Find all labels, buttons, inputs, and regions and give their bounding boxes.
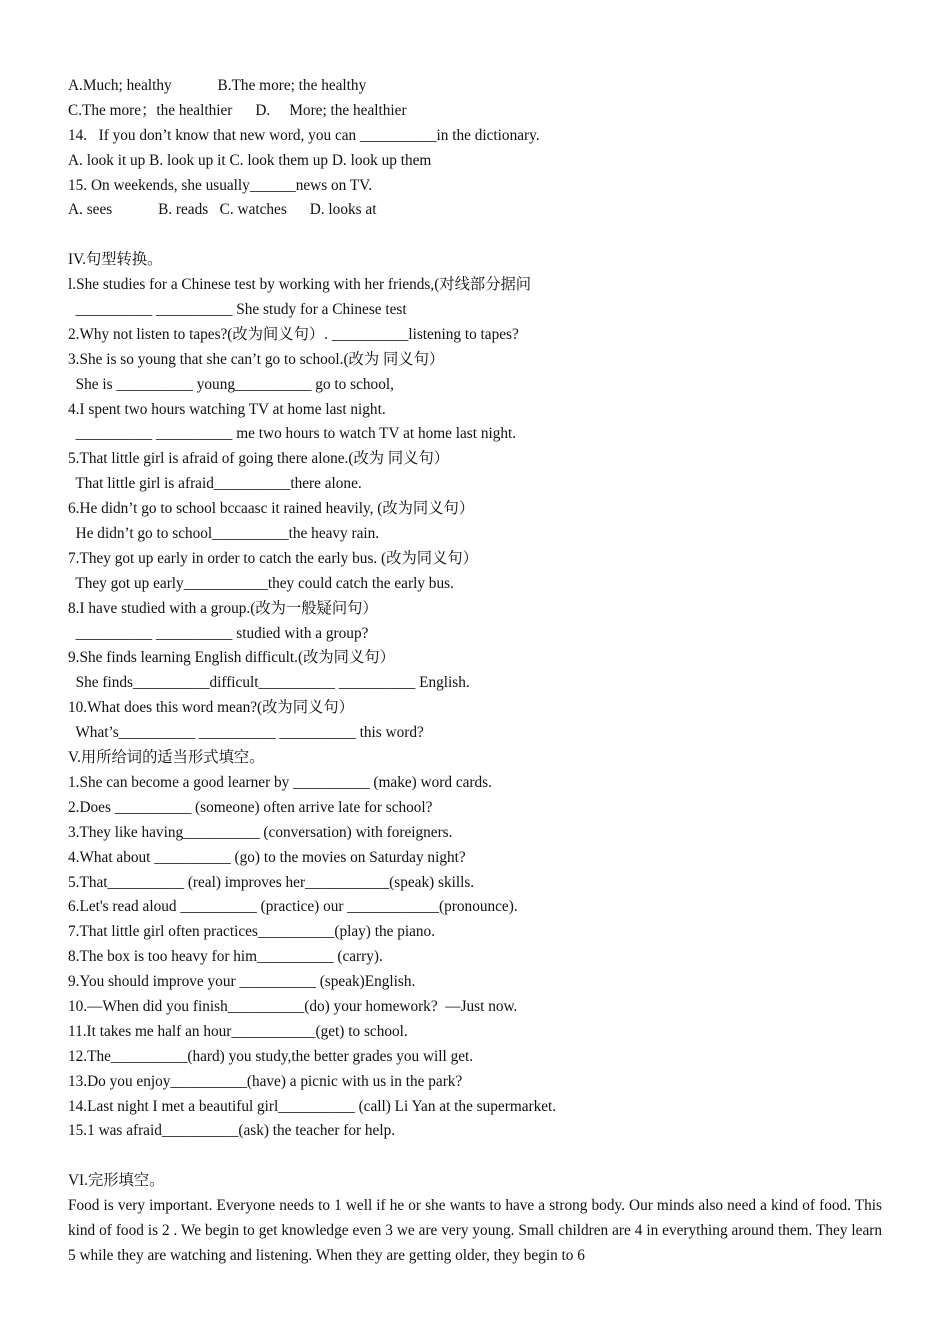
v-q11: 11.It takes me half an hour___________(get) to school.	[68, 1022, 408, 1040]
iv-q10-answer: What’s__________ __________ __________ this word?	[68, 724, 424, 742]
v-q13: 13.Do you enjoy__________(have) a picnic with us in the park?	[68, 1072, 463, 1090]
q13-options-line-2: C.The more；the healthier D. More; the healthier	[68, 101, 407, 119]
section-iv-title: IV.句型转换。	[68, 251, 163, 269]
iv-q1-answer: __________ __________ She study for a Chinese test	[68, 301, 407, 319]
iv-q8: 8.I have studied with a group.(改为一般疑问句）	[68, 599, 378, 617]
v-q9: 9.You should improve your __________ (speak)English.	[68, 973, 416, 991]
q14-options: A. look it up B. look up it C. look them up D. look up them	[68, 151, 432, 169]
v-q14: 14.Last night I met a beautiful girl__________ (call) Li Yan at the supermarket.	[68, 1097, 557, 1115]
iv-q4: 4.I spent two hours watching TV at home last night.	[68, 400, 386, 418]
section-vi-title: VI.完形填空。	[68, 1172, 165, 1190]
iv-q3-answer: She is __________ young__________ go to school,	[68, 375, 394, 393]
v-q3: 3.They like having__________ (conversation) with foreigners.	[68, 823, 453, 841]
v-q8: 8.The box is too heavy for him__________ (carry).	[68, 948, 383, 966]
section-v-title: V.用所给词的适当形式填空。	[68, 749, 265, 767]
iv-q6: 6.He didn’t go to school bccaasc it rained heavily, (改为同义句）	[68, 500, 475, 518]
q13-options-line-1: A.Much; healthy B.The more; the healthy	[68, 77, 367, 94]
q15-question: 15. On weekends, she usually______news on TV.	[68, 176, 373, 194]
section-iii-tail	[68, 74, 882, 223]
iv-q1: l.She studies for a Chinese test by working with her friends,(对线部分据问	[68, 276, 532, 294]
section-vi	[68, 1169, 882, 1269]
q14-question: 14. If you don’t know that new word, you can __________in the dictionary.	[68, 126, 540, 144]
v-q12: 12.The__________(hard) you study,the better grades you will get.	[68, 1047, 474, 1065]
v-q1: 1.She can become a good learner by __________ (make) word cards.	[68, 773, 492, 791]
iv-q5: 5.That little girl is afraid of going there alone.(改为 同义句）	[68, 450, 450, 468]
iv-q9: 9.She finds learning English difficult.(改为同义句）	[68, 649, 395, 667]
q15-options: A. sees B. reads C. watches D. looks at	[68, 201, 377, 219]
v-q5: 5.That__________ (real) improves her___________(speak) skills.	[68, 873, 475, 891]
iv-q10: 10.What does this word mean?(改为同义句）	[68, 699, 354, 717]
iv-q5-answer: That little girl is afraid__________there alone.	[68, 475, 362, 493]
worksheet-page	[68, 74, 882, 1269]
v-q10: 10.—When did you finish__________(do) your homework? —Just now.	[68, 997, 518, 1015]
iv-q2: 2.Why not listen to tapes?(改为间义句）. __________listening to tapes?	[68, 325, 519, 343]
iv-q6-answer: He didn’t go to school__________the heavy rain.	[68, 525, 380, 543]
iv-q7-answer: They got up early___________they could catch the early bus.	[68, 574, 454, 592]
v-q15: 15.1 was afraid__________(ask) the teacher for help.	[68, 1122, 396, 1140]
iv-q4-answer: __________ __________ me two hours to watch TV at home last night.	[68, 425, 517, 443]
iv-q9-answer: She finds__________difficult__________ __________ English.	[68, 674, 470, 692]
v-q6: 6.Let's read aloud __________ (practice) our ____________(pronounce).	[68, 898, 518, 916]
iv-q8-answer: __________ __________ studied with a group?	[68, 624, 369, 642]
iv-q3: 3.She is so young that she can’t go to school.(改为 同义句）	[68, 350, 445, 368]
cloze-passage: Food is very important. Everyone needs to 1 well if he or she wants to have a strong body. Our minds also need a kind of food. This kind of food is 2 . We begin to get knowledge even 3 we are very young. Small children are 4 in everything around them. They learn 5 while they are watching and listening. When they are getting older, they begin to 6	[68, 1197, 882, 1264]
v-q7: 7.That little girl often practices__________(play) the piano.	[68, 923, 436, 941]
spacer	[68, 1144, 882, 1169]
spacer	[68, 223, 882, 248]
iv-q7: 7.They got up early in order to catch the early bus. (改为同义句）	[68, 549, 478, 567]
v-q4: 4.What about __________ (go) to the movies on Saturday night?	[68, 848, 466, 866]
section-iv-v	[68, 248, 882, 1144]
v-q2: 2.Does __________ (someone) often arrive late for school?	[68, 798, 433, 816]
